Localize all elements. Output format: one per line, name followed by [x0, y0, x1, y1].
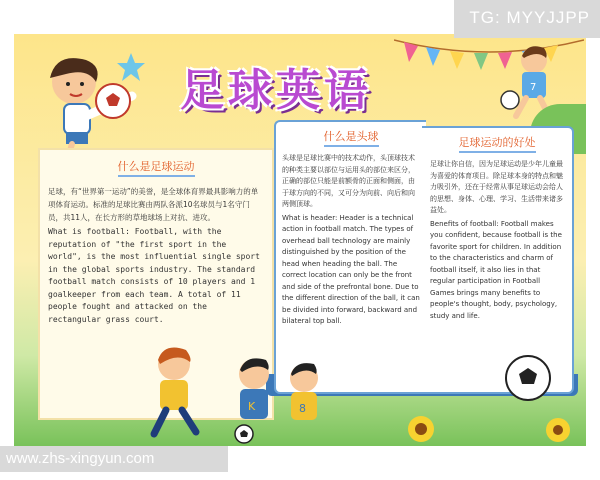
tg-text: TG: MYYJJPP [469, 8, 590, 27]
right-heading: 足球运动的好处 [459, 134, 536, 153]
tg-badge [454, 0, 600, 38]
svg-text:7: 7 [530, 82, 537, 93]
page-title: 足球英语 [180, 65, 372, 116]
middle-heading: 什么是头球 [324, 128, 379, 147]
middle-chinese-text: 头球是足球比赛中的技术动作，头顶球技术的种类主要以部位与运用头的部位来区分，正确的部位只能是前额骨的正面和侧面，由于球方向的不同，又可分为向前、向后和向两侧顶球。 [282, 154, 415, 208]
poster [14, 34, 586, 446]
middle-english-text: What is header: Header is a technical action in football match. The types of overhead ball technology are mainly distinguished by the position of the head when heading the ball. The correct location can only be the front and side of the prefrontal bone. Due to the different direction of the ball, it can be divided into forward, backward and bilateral top ball. [282, 213, 420, 325]
soccer-ball-icon [504, 354, 552, 402]
right-chinese-text: 足球让你自信，因为足球运动是少年儿童最为喜爱的体育项目。除足球本身的特点和魅力吸引外，还在于经常从事足球运动会给人的思想、身体、心理、学习、生活带来诸多益处。 [430, 160, 563, 214]
website-text: www.zhs-xingyun.com [6, 450, 155, 467]
soccer-ball-icon [94, 82, 132, 120]
left-english-text: What is football: Football, with the reputation of "the first sport in the world", is the most influential single sport in the global sports industry. The standard football match consists of 10 players and 1 goalkeeper from each team. A total of 11 people fought and attacked on the rectangular grass court. [48, 227, 260, 324]
soccer-ball-icon [234, 424, 254, 444]
sunflower-icon [544, 416, 572, 444]
website-watermark [0, 446, 228, 472]
left-chinese-text: 足球，有“世界第一运动”的美誉，是全球体育界最具影响力的单项体育运动。标准的足球比赛由两队各派10名球员与1名守门员，共11人，在长方形的草地球场上对抗、进攻。 [48, 187, 259, 222]
right-english-text: Benefits of football: Football makes you confident, because football is the favorite sport for children. In addition to the characteristics and charm of football itself, it also lies in that regular participation in Football Games brings many benefits to people's thought, body, psychology, study and life. [430, 219, 562, 320]
svg-text:8: 8 [299, 402, 306, 415]
svg-text:K: K [248, 400, 256, 413]
left-heading: 什么是足球运动 [118, 158, 195, 177]
star-icon [116, 52, 146, 82]
sunflower-icon [406, 414, 436, 444]
